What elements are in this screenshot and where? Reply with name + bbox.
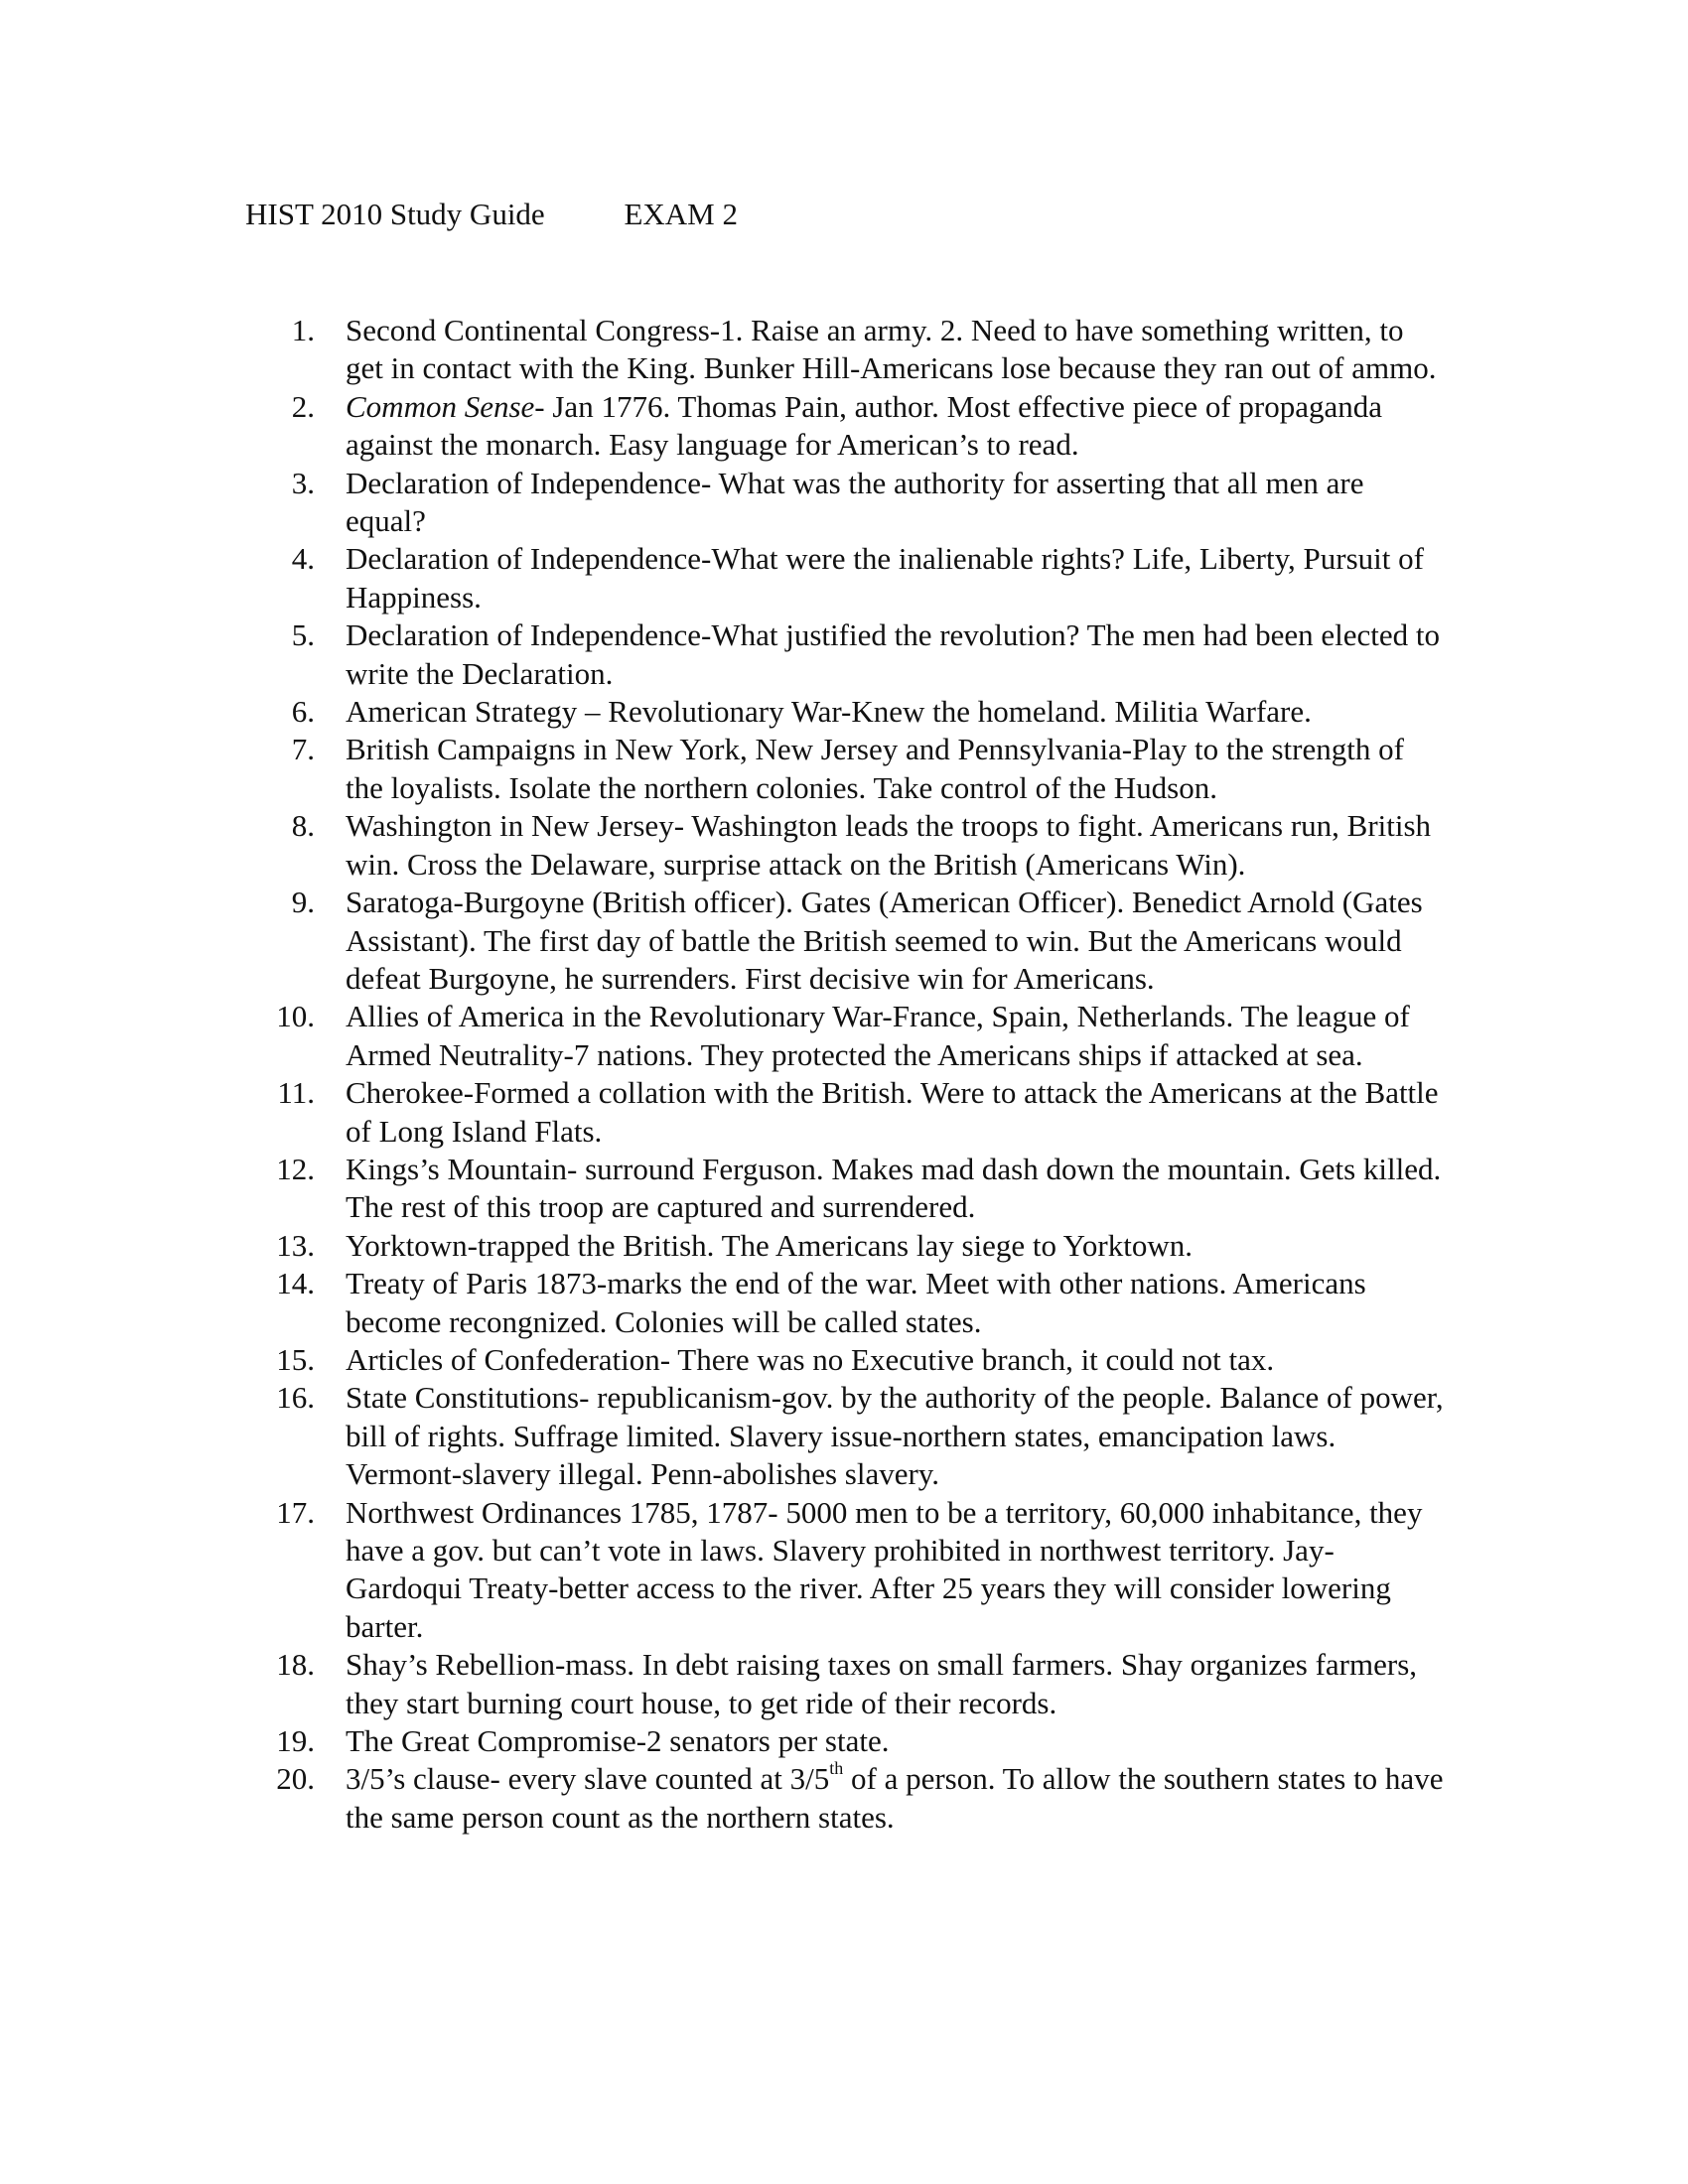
item-number: 1.	[291, 313, 315, 347]
list-item	[276, 1758, 1447, 1837]
item-number: 13.	[276, 1227, 315, 1263]
item-number: 6.	[291, 694, 315, 730]
item-text: Declaration of Independence- What was the authority for asserting that all men are equal?	[346, 465, 1364, 539]
item-number: 17.	[276, 1494, 315, 1530]
item-number: 11.	[277, 1075, 315, 1111]
item-number: 5.	[291, 617, 315, 653]
ordinal-superscript: th	[829, 1758, 844, 1779]
item-text: Cherokee-Formed a collation with the British. Were to attack the Americans at the Battle of Long Island Flats.	[346, 1075, 1439, 1149]
item-number: 19.	[276, 1723, 315, 1759]
item-number: 16.	[276, 1380, 315, 1416]
list-item	[285, 731, 1447, 807]
list-item	[285, 693, 1447, 731]
item-number: 10.	[276, 999, 315, 1034]
item-text: American Strategy – Revolutionary War-Knew the homeland. Militia Warfare.	[346, 694, 1312, 730]
list-item	[285, 312, 1447, 388]
list-item	[276, 1379, 1447, 1493]
list-item	[276, 1494, 1447, 1647]
item-text: Treaty of Paris 1873-marks the end of the war. Meet with other nations. Americans become recongnized. Colonies will be called states.	[346, 1266, 1366, 1339]
item-number: 8.	[291, 808, 315, 844]
item-number: 4.	[291, 541, 315, 577]
list-item	[276, 1265, 1447, 1341]
item-number: 18.	[276, 1647, 315, 1683]
item-number: 7.	[291, 732, 315, 767]
list-item	[285, 540, 1447, 616]
item-number: 20.	[276, 1761, 315, 1797]
list-item	[285, 807, 1447, 884]
item-text	[346, 1760, 1447, 1837]
item-text: Saratoga-Burgoyne (British officer). Gates (American Officer). Benedict Arnold (Gates Assistant). The first day of battle the British seemed to win. But the Americans would defeat Burgoyne, he surrenders. First decisive win for Americans.	[346, 885, 1423, 996]
study-guide-list	[276, 312, 1447, 1837]
item-number: 12.	[276, 1151, 315, 1186]
course-title: HIST 2010 Study Guide	[245, 197, 545, 231]
item-text-end: of a person. To allow the southern states to have the same person count as the northern states.	[346, 1761, 1444, 1835]
list-item	[276, 1646, 1447, 1722]
list-item	[285, 616, 1447, 693]
item-text: Shay’s Rebellion-mass. In debt raising taxes on small farmers. Shay organizes farmers, they start burning court house, to get ride of their records.	[346, 1647, 1418, 1720]
item-text	[346, 388, 1447, 465]
item-text: Second Continental Congress-1. Raise an army. 2. Need to have something written, to get in contact with the King. Bunker Hill-Americans lose because they ran out of ammo.	[346, 313, 1437, 386]
item-text: British Campaigns in New York, New Jersey and Pennsylvania-Play to the strength of the loyalists. Isolate the northern colonies. Take control of the Hudson.	[346, 732, 1404, 805]
item-text: Kings’s Mountain- surround Ferguson. Makes mad dash down the mountain. Gets killed. The rest of this troop are captured and surrendered.	[346, 1151, 1442, 1225]
item-text: Declaration of Independence-What justified the revolution? The men had been elected to write the Declaration.	[346, 617, 1441, 691]
item-text: State Constitutions- republicanism-gov. by the authority of the people. Balance of power, bill of rights. Suffrage limited. Slavery issue-northern states, emancipation laws. Vermont-slavery illegal. Penn-abolishes slavery.	[346, 1380, 1444, 1492]
list-item	[285, 884, 1447, 998]
list-item	[276, 998, 1447, 1074]
item-text: Washington in New Jersey- Washington leads the troops to fight. Americans run, British win. Cross the Delaware, surprise attack on the British (Americans Win).	[346, 808, 1432, 882]
item-text: The Great Compromise-2 senators per state.	[346, 1723, 890, 1759]
exam-title: EXAM 2	[624, 197, 738, 231]
list-item	[277, 1074, 1447, 1151]
item-text-start: 3/5’s clause- every slave counted at 3/5	[346, 1761, 830, 1797]
item-number: 15.	[276, 1341, 315, 1377]
item-text: Northwest Ordinances 1785, 1787- 5000 men to be a territory, 60,000 inhabitance, they have a gov. but can’t vote in laws. Slavery prohibited in northwest territory. Jay-Gardoqui Treaty-better access to the river. After 25 years they will consider lowering barter.	[346, 1494, 1423, 1644]
item-text: Articles of Confederation- There was no Executive branch, it could not tax.	[346, 1341, 1275, 1377]
item-number: 3.	[291, 465, 315, 500]
item-text: Allies of America in the Revolutionary War-France, Spain, Netherlands. The league of Armed Neutrality-7 nations. They protected the Americans ships if attacked at sea.	[346, 999, 1410, 1072]
list-item	[276, 1341, 1447, 1379]
item-text-rest: - Jan 1776. Thomas Pain, author. Most effective piece of propaganda against the monarch. Easy language for American’s to read.	[346, 388, 1383, 463]
item-number: 14.	[276, 1266, 315, 1301]
item-text: Yorktown-trapped the British. The Americans lay siege to Yorktown.	[346, 1227, 1193, 1263]
list-item	[276, 1227, 1447, 1265]
book-title: Common Sense	[346, 388, 535, 424]
list-item	[276, 1151, 1447, 1227]
item-text: Declaration of Independence-What were the inalienable rights? Life, Liberty, Pursuit of Happiness.	[346, 541, 1424, 614]
list-item	[276, 1722, 1447, 1760]
item-number: 2.	[291, 388, 315, 424]
item-number: 9.	[291, 885, 315, 920]
document-header	[245, 197, 738, 232]
list-item	[285, 388, 1447, 465]
list-item	[285, 465, 1447, 541]
